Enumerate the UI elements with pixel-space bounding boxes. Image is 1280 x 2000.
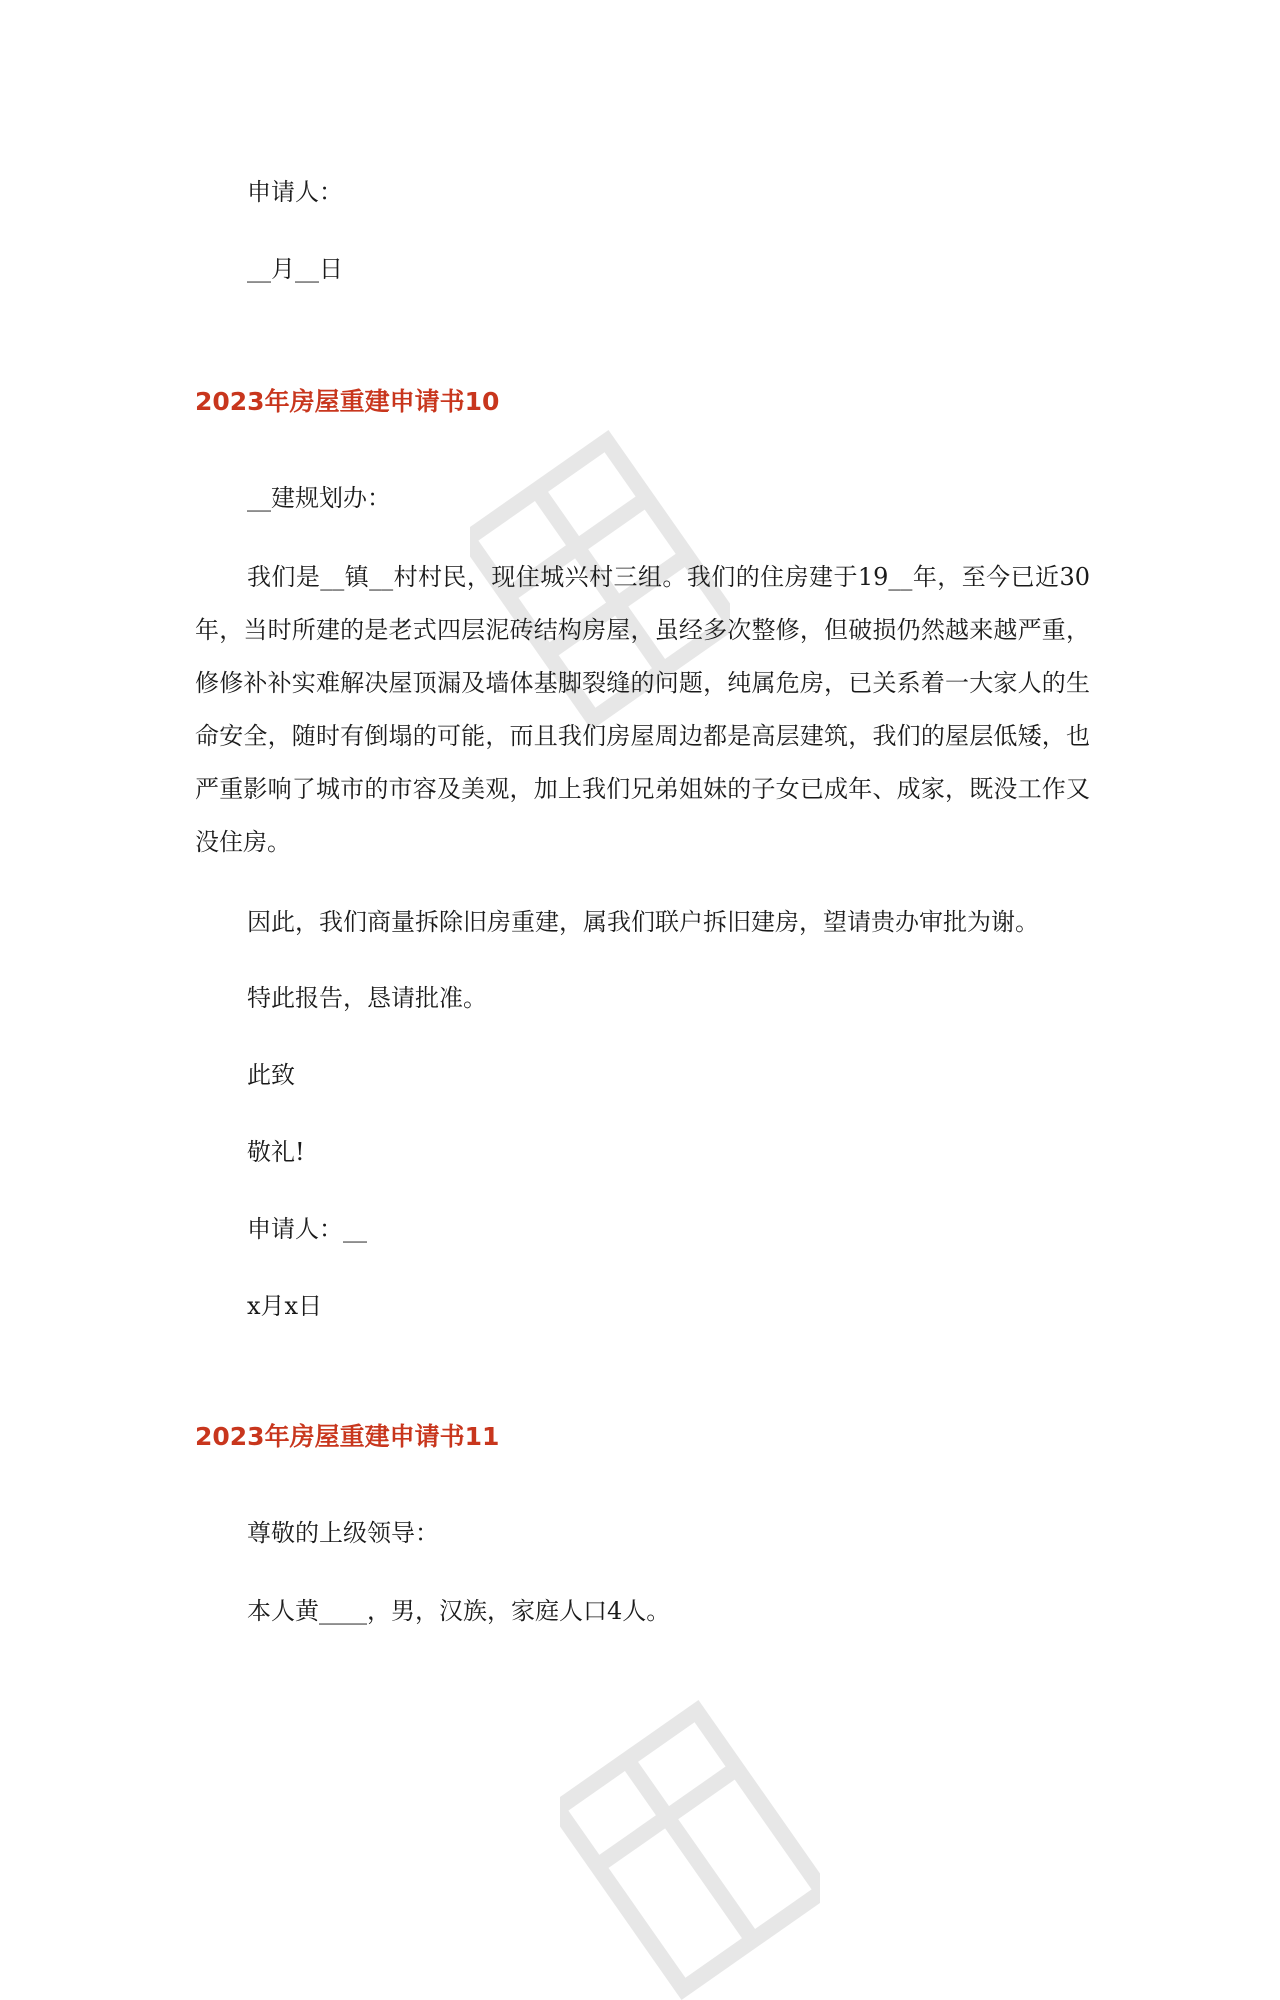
body-paragraph: 我们是__镇__村村民，现住城兴村三组。我们的住房建于19__年，至今已近30年，当时所建的是老式四层泥砖结构房屋，虽经多次整修，但破损仍然越来越严重，修修补补实难解决屋顶漏及墙体基脚裂缝的问题，纯属危房，已关系着一大家人的生命安全，随时有倒塌的可能，而且我们房屋周边都是高层建筑，我们的屋层低矮，也严重影响了城市的市容及美观，加上我们兄弟姐妹的子女已成年、成家，既没工作又没住房。 <box>195 563 1090 856</box>
section-heading: 2023年房屋重建申请书11 <box>195 1422 500 1451</box>
date-line: x月x日 <box>247 1292 323 1320</box>
closing-line: 此致 <box>247 1061 295 1089</box>
date-line: __月__日 <box>247 255 343 283</box>
applicant-label: 申请人：__ <box>247 1215 367 1243</box>
closing-line: 特此报告，恳请批准。 <box>247 984 487 1012</box>
section-heading: 2023年房屋重建申请书10 <box>195 387 500 416</box>
applicant-label: 申请人： <box>247 178 343 206</box>
intro-line: 本人黄____，男，汉族，家庭人口4人。 <box>247 1597 671 1625</box>
request-paragraph: 因此，我们商量拆除旧房重建，属我们联户拆旧建房，望请贵办审批为谢。 <box>247 908 1039 936</box>
watermark-logo-icon <box>560 1700 820 2000</box>
recipient-line: 尊敬的上级领导： <box>247 1519 439 1547</box>
recipient-line: __建规划办： <box>247 484 391 512</box>
closing-line: 敬礼! <box>247 1138 305 1166</box>
